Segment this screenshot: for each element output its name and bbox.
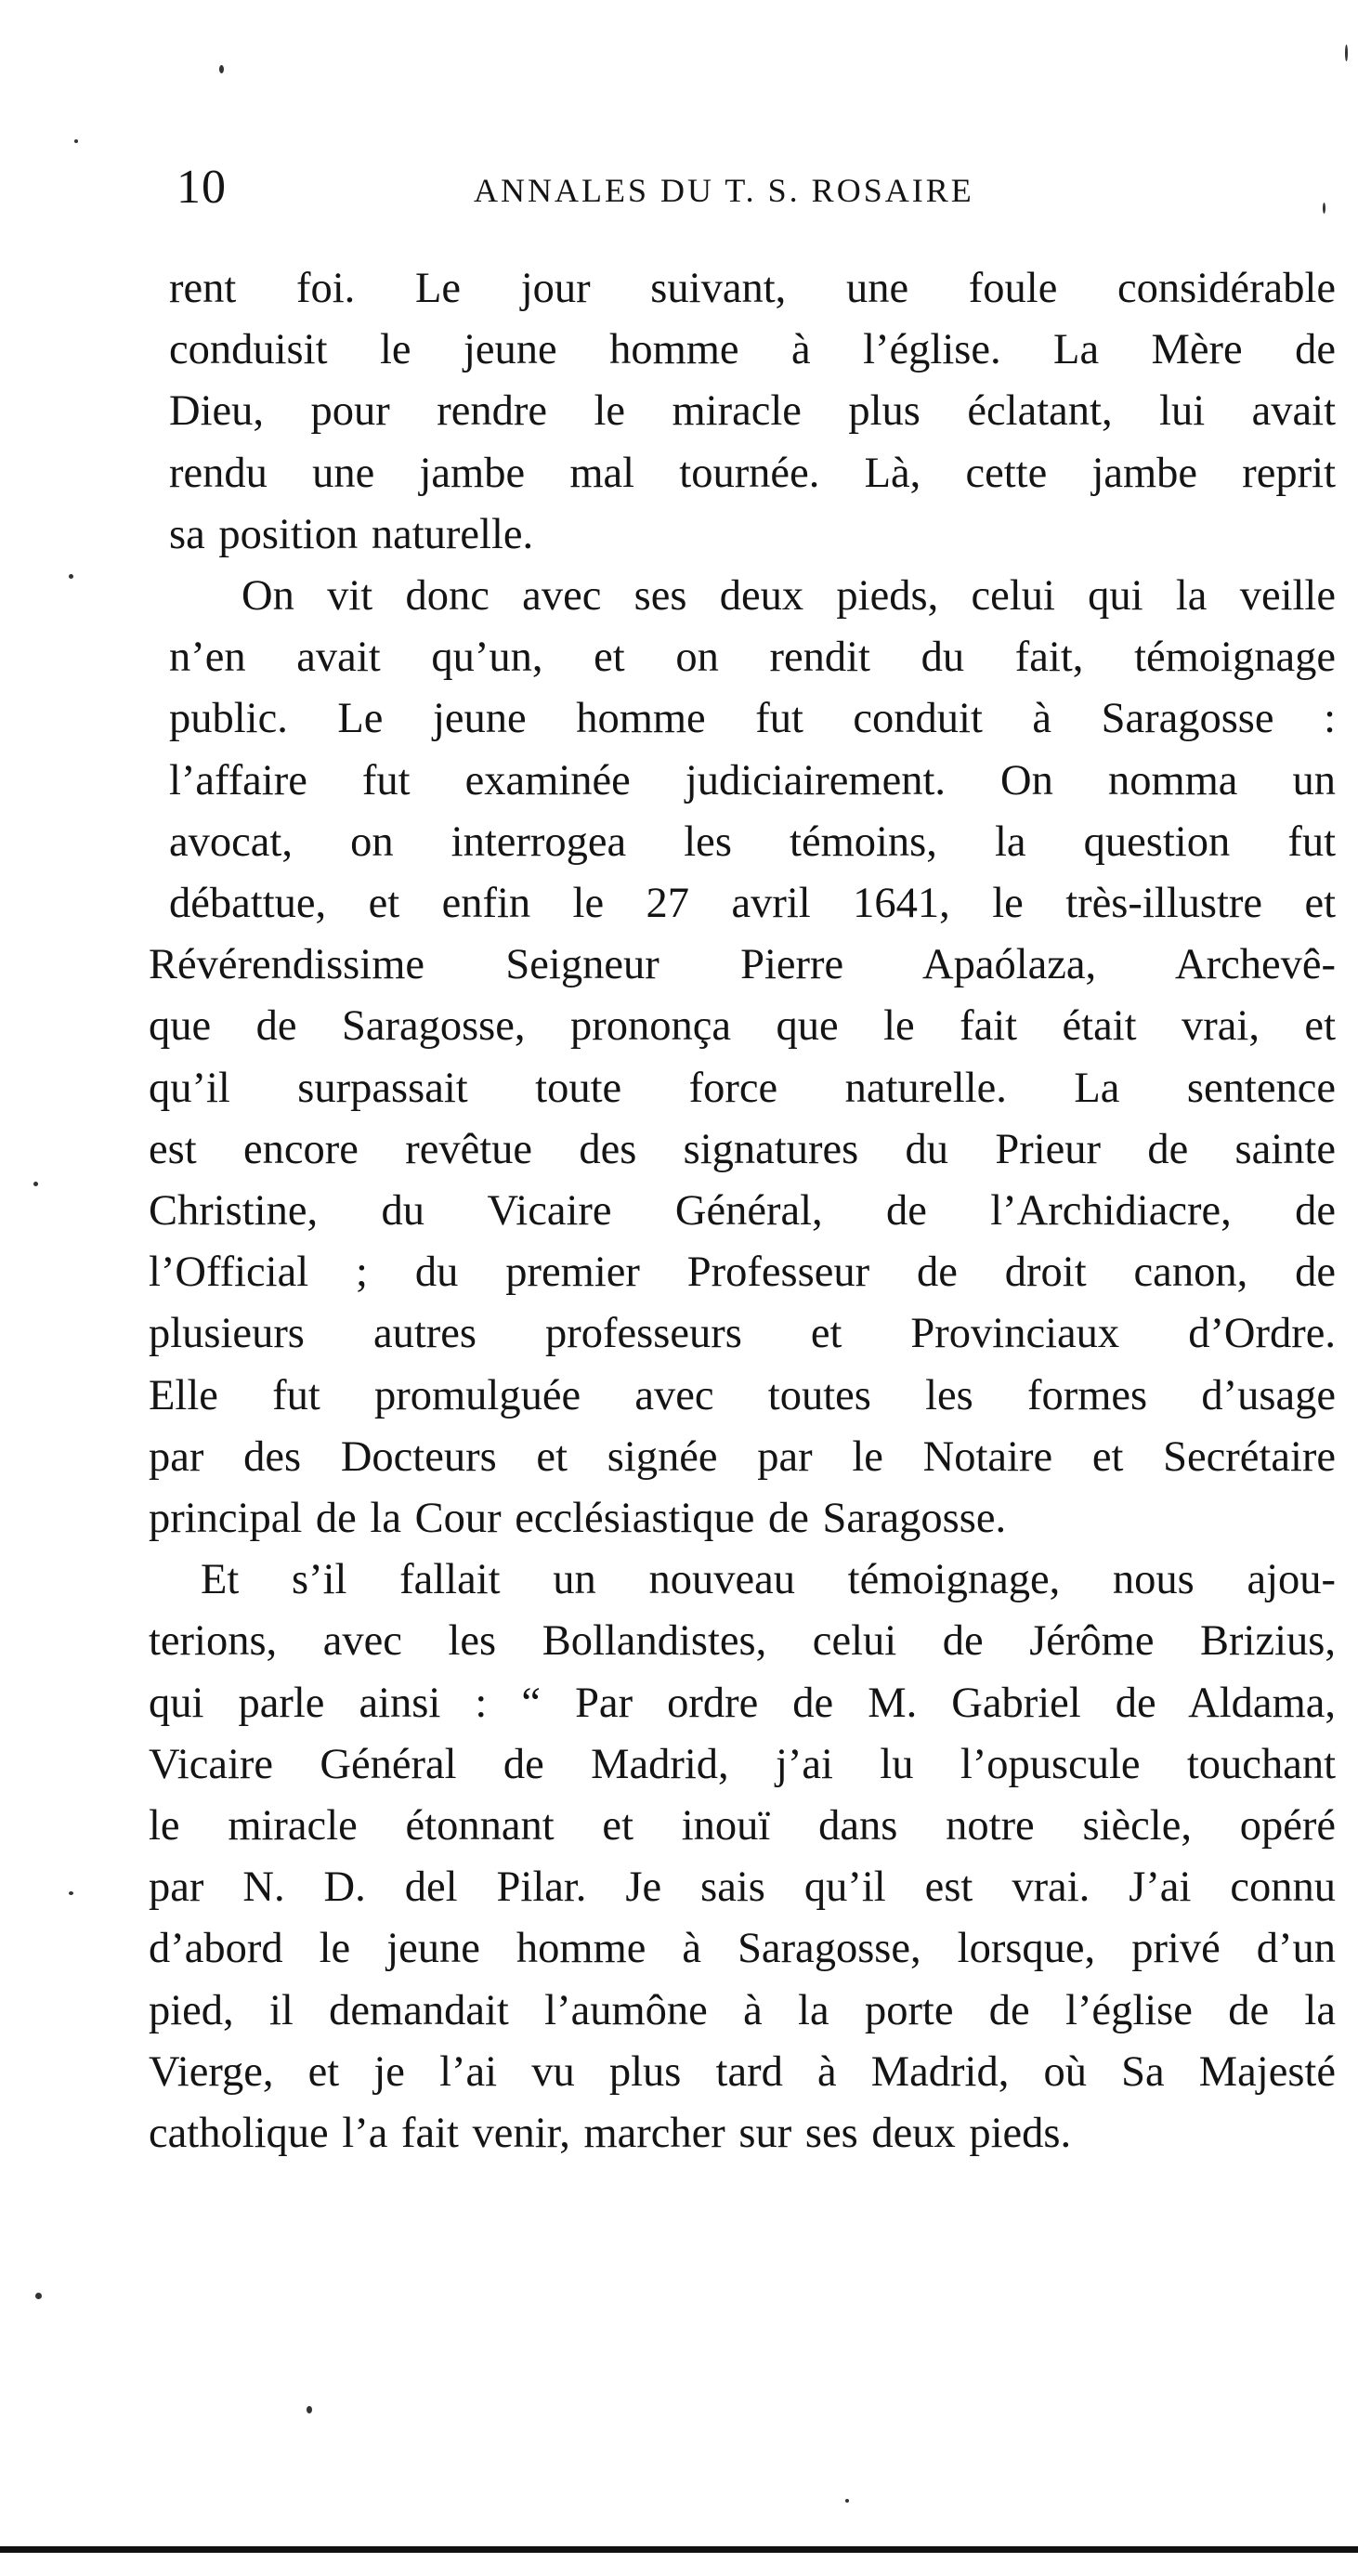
paragraph-2 xyxy=(149,566,1345,1550)
text-line: On vit donc avec ses deux pieds, celui qui la veille xyxy=(242,572,1336,621)
text-line: n’en avait qu’un, et on rendit du fait, témoignage xyxy=(169,634,1336,682)
text-line: l’Official ; du premier Professeur de droit canon, de xyxy=(149,1249,1336,1297)
page-number: 10 xyxy=(176,161,227,214)
scan-speck xyxy=(74,139,78,143)
text-line: rent foi. Le jour suivant, une foule considérable xyxy=(169,265,1336,312)
text-line: Vierge, et je l’ai vu plus tard à Madrid, où Sa Majesté xyxy=(149,2047,1336,2096)
scan-speck xyxy=(33,1182,38,1186)
text-line: Révérendissime Seigneur Pierre Apaólaza, Archevê- xyxy=(149,941,1336,989)
text-line: Christine, du Vicaire Général, de l’Archidiacre, de xyxy=(149,1187,1336,1236)
body-text xyxy=(149,258,1345,2164)
text-line: est encore revêtue des signatures du Prieur de sainte xyxy=(149,1125,1336,1173)
scan-speck xyxy=(1345,45,1348,61)
text-line: qui parle ainsi : “ Par ordre de M. Gabriel de Aldama, xyxy=(149,1679,1336,1727)
paragraph-3 xyxy=(149,1550,1345,2164)
text-line: Elle fut promulguée avec toutes les formes d’usage xyxy=(149,1371,1336,1419)
running-title: ANNALES DU T. S. ROSAIRE xyxy=(474,172,974,209)
text-line: plusieurs autres professeurs et Provinciaux d’Ordre. xyxy=(149,1310,1336,1358)
text-line: qu’il surpassait toute force naturelle. La sentence xyxy=(149,1064,1336,1112)
text-line: d’abord le jeune homme à Saragosse, lorsque, privé d’un xyxy=(149,1925,1336,1973)
text-line: l’affaire fut examinée judiciairement. On nomma un xyxy=(169,756,1336,804)
text-line: le miracle étonnant et inouï dans notre siècle, opéré xyxy=(149,1802,1336,1850)
text-line: principal de la Cour ecclésiastique de Saragosse. xyxy=(149,1495,1007,1543)
scan-speck xyxy=(845,2499,849,2503)
text-line: rendu une jambe mal tournée. Là, cette jambe reprit xyxy=(169,449,1336,497)
scan-speck xyxy=(69,1891,73,1895)
text-line: par des Docteurs et signée par le Notaire et Secrétaire xyxy=(149,1432,1336,1481)
scan-speck xyxy=(307,2406,312,2413)
scan-speck xyxy=(35,2293,42,2299)
text-line: débattue, et enfin le 27 avril 1641, le très-illustre et xyxy=(169,880,1336,928)
text-line: pied, il demandait l’aumône à la porte de l’église de la xyxy=(149,1986,1336,2034)
text-line: Vicaire Général de Madrid, j’ai lu l’opuscule touchant xyxy=(149,1740,1336,1788)
text-line: Et s’il fallait un nouveau témoignage, nous ajou- xyxy=(201,1556,1336,1604)
text-line: par N. D. del Pilar. Je sais qu’il est vrai. J’ai connu xyxy=(149,1863,1336,1912)
text-line: que de Saragosse, prononça que le fait était vrai, et xyxy=(149,1002,1336,1051)
bottom-rule xyxy=(0,2546,1358,2553)
text-line: avocat, on interrogea les témoins, la question fut xyxy=(169,817,1336,866)
text-line: sa position naturelle. xyxy=(169,510,534,558)
scan-speck xyxy=(219,65,224,73)
text-line: Dieu, pour rendre le miracle plus éclatant, lui avait xyxy=(169,387,1336,436)
paragraph-1 xyxy=(149,258,1345,566)
text-line: catholique l’a fait venir, marcher sur ses deux pieds. xyxy=(149,2110,1072,2158)
scan-speck xyxy=(1323,203,1325,214)
running-head xyxy=(176,160,1338,234)
text-line: public. Le jeune homme fut conduit à Saragosse : xyxy=(169,695,1336,743)
text-line: conduisit le jeune homme à l’église. La Mère de xyxy=(169,326,1336,374)
scan-speck xyxy=(69,574,73,579)
text-line: terions, avec les Bollandistes, celui de Jérôme Brizius, xyxy=(149,1617,1336,1666)
